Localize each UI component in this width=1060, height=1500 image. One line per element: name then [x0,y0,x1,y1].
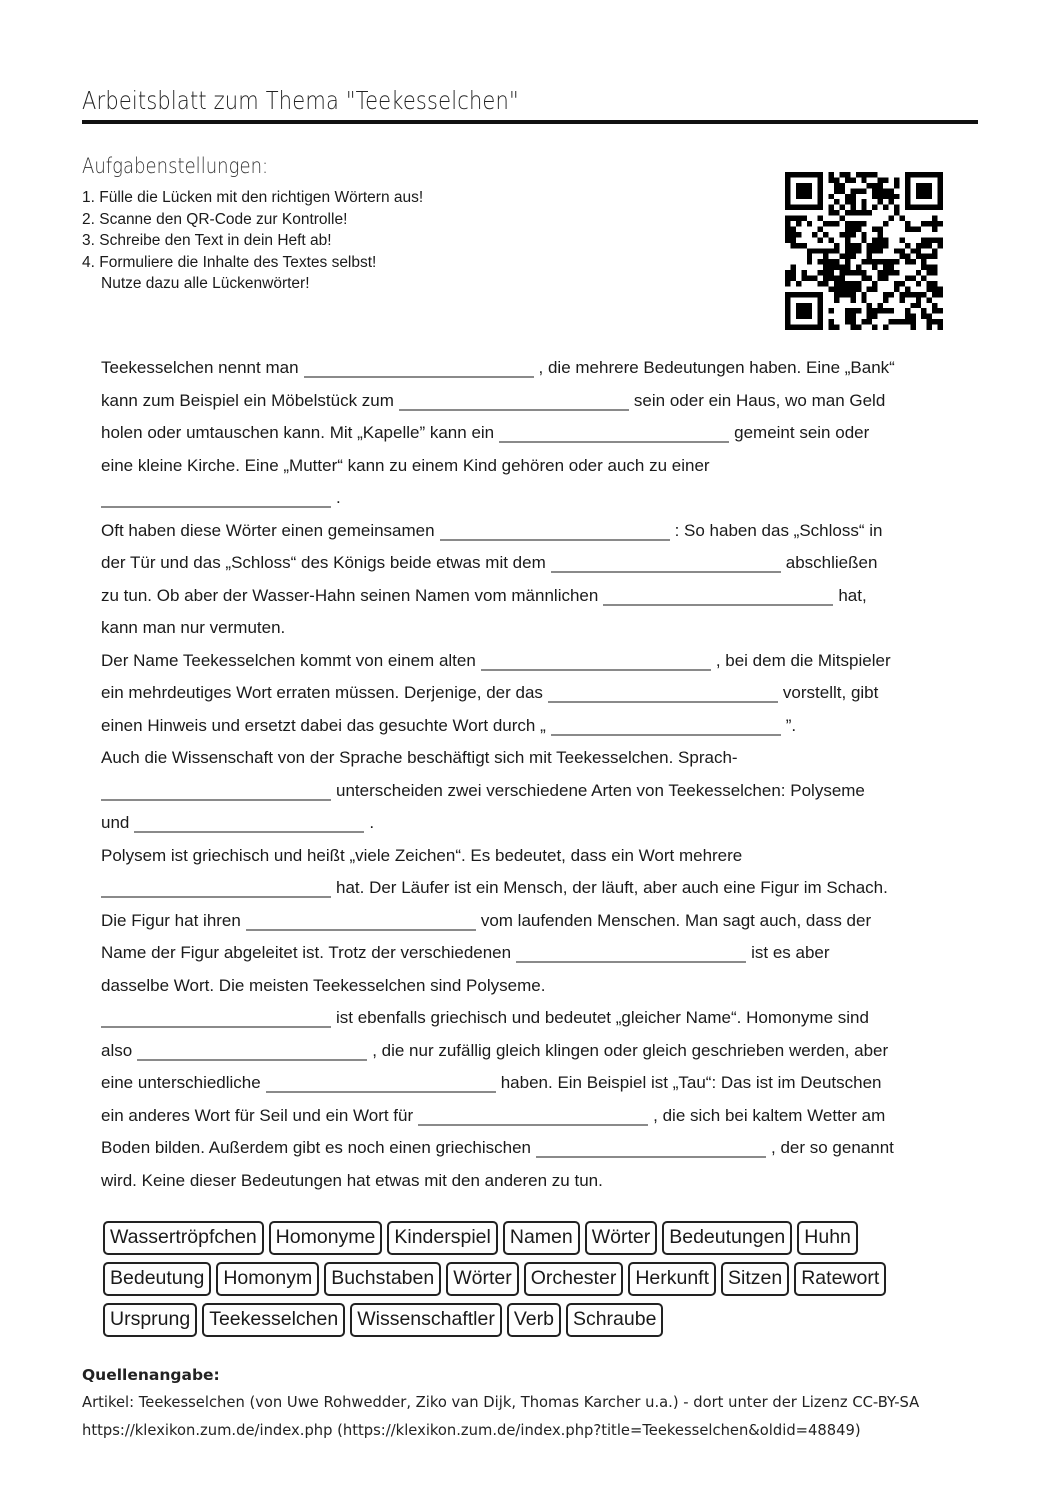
word-chip[interactable]: Sitzen [721,1262,789,1296]
word-chip[interactable]: Ratewort [794,1262,886,1296]
text-segment: hat, [838,585,867,605]
blank-field[interactable] [101,1004,331,1028]
text-segment: ”. [785,715,797,735]
text-line [101,1132,981,1165]
task-list [82,187,423,295]
text-line [101,742,981,775]
text-segment: ein mehrdeutiges Wort erraten müssen. Derjenige, der das [101,683,543,702]
title-divider [82,120,978,124]
word-chip[interactable]: Namen [503,1221,580,1255]
text-segment: vorstellt, gibt [782,683,879,702]
text-segment: einen Hinweis und ersetzt dabei das gesuchte Wort durch „ [101,715,546,735]
text-segment: abschließen [785,553,878,572]
text-segment: , bei dem die Mitspieler [715,650,891,670]
source-line: Artikel: Teekesselchen (von Uwe Rohwedder, Ziko van Dijk, Thomas Karcher u.a.) - dort unter der Lizenz CC-BY-SA [82,1393,920,1411]
blank-field[interactable] [603,582,833,606]
text-line [101,515,981,548]
blank-field[interactable] [551,549,781,573]
text-line [101,1035,981,1068]
text-segment: sein oder ein Haus, wo man Geld [633,390,886,410]
text-line [101,645,981,678]
text-line [101,547,981,580]
word-chip[interactable]: Herkunft [628,1262,716,1296]
word-chip[interactable]: Bedeutung [103,1262,211,1296]
blank-field[interactable] [481,647,711,671]
text-segment: holen oder umtauschen kann. Mit „Kapelle” kann ein [101,423,495,442]
text-segment: gemeint sein oder [734,423,870,442]
text-segment: Oft haben diese Wörter einen gemeinsamen [101,520,435,540]
blank-field[interactable] [551,712,781,736]
text-segment: ein anderes Wort für Seil und ein Wort für [101,1105,414,1125]
text-line [101,872,981,905]
text-line [101,840,981,873]
page-title: Arbeitsblatt zum Thema "Teekesselchen" [82,86,519,115]
text-line [101,580,981,613]
word-chip[interactable]: Teekesselchen [202,1303,345,1337]
text-segment: . [336,488,341,507]
text-segment: Name der Figur abgeleitet ist. Trotz der verschiedenen [101,943,512,962]
word-bank [103,1221,983,1344]
text-segment: Der Name Teekesselchen kommt von einem alten [101,650,476,670]
text-line [101,1165,981,1198]
blank-field[interactable] [548,679,778,703]
text-segment: kann man nur vermuten. [101,618,286,637]
blank-field[interactable] [137,1037,367,1061]
qr-code-icon[interactable] [785,172,943,330]
text-segment: haben. Ein Beispiel ist „Tau“: Das ist im Deutschen [500,1073,882,1092]
text-segment: , die mehrere Bedeutungen haben. Eine „Bank“ [538,358,895,377]
text-line [101,710,981,743]
word-chip[interactable]: Bedeutungen [662,1221,792,1255]
word-chip[interactable]: Wassertröpfchen [103,1221,264,1255]
text-line [101,1067,981,1100]
task-item: 2. Scanne den QR-Code zur Kontrolle! [82,210,348,228]
text-segment: , die sich bei kaltem Wetter am [653,1105,886,1125]
text-line [101,775,981,808]
text-segment: unterscheiden zwei verschiedene Arten von Teekesselchen: Polyseme [336,780,865,800]
text-segment: : So haben das „Schloss“ in [674,520,883,540]
text-segment: dasselbe Wort. Die meisten Teekesselchen sind Polyseme. [101,975,546,995]
word-chip[interactable]: Wörter [585,1221,658,1255]
text-line [101,970,981,1003]
sources [82,1362,963,1444]
text-segment: ist ebenfalls griechisch und bedeutet „gleicher Name“. Homonyme sind [336,1008,869,1027]
text-line [101,937,981,970]
blank-field[interactable] [499,419,729,443]
word-chip[interactable]: Verb [507,1303,561,1337]
text-segment: . [369,813,375,832]
task-item: Nutze dazu alle Lückenwörter! [101,275,310,292]
blank-field[interactable] [134,809,364,833]
text-segment: vom laufenden Menschen. Man sagt auch, dass der [480,910,872,930]
blank-field[interactable] [101,484,331,508]
text-line [101,450,981,483]
word-bank-row [103,1262,983,1296]
task-item: 3. Schreibe den Text in dein Heft ab! [82,232,332,249]
blank-field[interactable] [440,517,670,541]
text-segment: ist es aber [751,943,830,962]
word-chip[interactable]: Buchstaben [324,1262,441,1296]
word-chip[interactable]: Schraube [566,1303,663,1337]
text-segment: wird. Keine dieser Bedeutungen hat etwas mit den anderen zu tun. [101,1170,603,1190]
text-segment: und [101,813,130,832]
text-segment: eine kleine Kirche. Eine „Mutter“ kann zu einem Kind gehören oder auch zu einer [101,455,710,475]
word-chip[interactable]: Wissenschaftler [350,1303,502,1337]
text-line [101,807,981,840]
text-segment: also [101,1040,133,1060]
text-line [101,905,981,938]
text-line [101,677,981,710]
blank-field[interactable] [266,1069,496,1093]
text-line [101,612,981,645]
source-line: https://klexikon.zum.de/index.php (https://klexikon.zum.de/index.php?title=Teekesselchen&oldid=48849) [82,1421,861,1439]
cloze-text [101,352,981,1197]
text-segment: der Tür und das „Schloss“ des Königs beide etwas mit dem [101,553,546,572]
text-segment: Die Figur hat ihren [101,910,241,930]
blank-field[interactable] [399,387,629,411]
word-chip[interactable]: Homonyme [269,1221,383,1255]
task-item: 4. Formuliere die Inhalte des Textes selbst! [82,253,377,271]
text-line [101,1002,981,1035]
blank-field[interactable] [101,777,331,801]
word-chip[interactable]: Homonym [216,1262,319,1296]
text-segment: , der so genannt [771,1138,894,1157]
text-segment: eine unterschiedliche [101,1073,261,1092]
text-segment: Auch die Wissenschaft von der Sprache beschäftigt sich mit Teekesselchen. Sprach- [101,748,738,767]
task-item: 1. Fülle die Lücken mit den richtigen Wörtern aus! [82,189,424,206]
tasks-heading: Aufgabenstellungen: [82,154,269,178]
word-chip[interactable]: Ursprung [103,1303,197,1337]
word-chip[interactable]: Wörter [446,1262,519,1296]
blank-field[interactable] [246,907,476,931]
blank-field[interactable] [536,1134,766,1158]
blank-field[interactable] [516,939,746,963]
text-line [101,482,981,515]
text-line [101,385,981,418]
text-segment: , die nur zufällig gleich klingen oder gleich geschrieben werden, aber [372,1040,889,1060]
text-segment: Boden bilden. Außerdem gibt es noch einen griechischen [101,1138,532,1157]
sources-heading: Quellenangabe: [82,1366,220,1384]
blank-field[interactable] [101,874,331,898]
text-segment: kann zum Beispiel ein Möbelstück zum [101,390,394,410]
word-bank-row [103,1221,983,1255]
text-segment: hat. Der Läufer ist ein Mensch, der läuft, aber auch eine Figur im Schach. [336,878,888,897]
word-chip[interactable]: Kinderspiel [387,1221,497,1255]
text-line [101,352,981,385]
word-bank-row [103,1303,983,1337]
text-line [101,417,981,450]
text-segment: Polysem ist griechisch und heißt „viele Zeichen“. Es bedeutet, dass ein Wort mehrere [101,845,743,865]
text-line [101,1100,981,1133]
blank-field[interactable] [418,1102,648,1126]
text-segment: zu tun. Ob aber der Wasser-Hahn seinen Namen vom männlichen [101,585,599,605]
text-segment: Teekesselchen nennt man [101,358,299,377]
word-chip[interactable]: Huhn [797,1221,858,1255]
blank-field[interactable] [304,354,534,378]
word-chip[interactable]: Orchester [524,1262,624,1296]
